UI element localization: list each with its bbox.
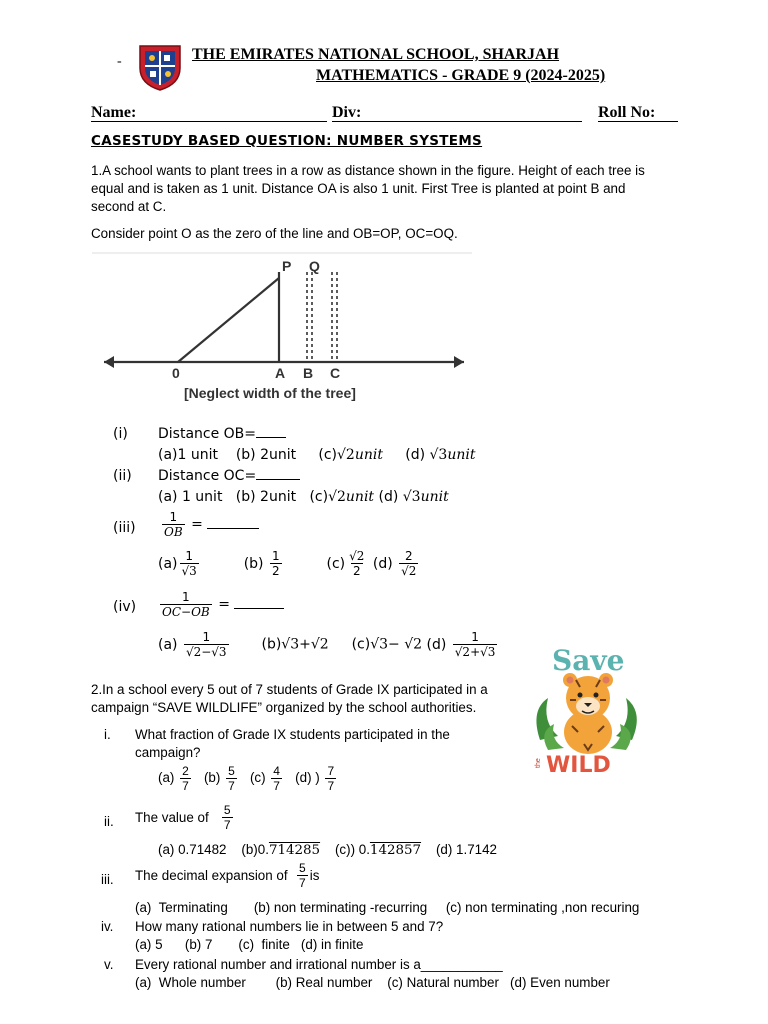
qi-text-line2: campaign? [135, 745, 201, 760]
fig-caption: [Neglect width of the tree] [184, 385, 356, 401]
q2-opt-d: (d) √3unit [378, 489, 449, 505]
q2-opt-a: (a) 1 unit [158, 489, 223, 505]
qv-num: v. [104, 957, 114, 972]
q3-num: (iii) [113, 520, 136, 536]
logo-save-text: Save [552, 644, 625, 677]
school-crest-logo [136, 42, 184, 92]
q2-opt-b: (b) 2unit [235, 489, 297, 505]
q1-stem [158, 426, 286, 442]
qii-num: ii. [104, 814, 114, 829]
name-blank [91, 121, 327, 122]
qv-text: Every rational number and irrational number is a___________ [135, 957, 503, 972]
school-name: THE EMIRATES NATIONAL SCHOOL, SHARJAH [192, 46, 560, 63]
qi-opt-d: (d) ) $\frac{7}{7}$ [295, 764, 335, 793]
q1-opt-b: (b) 2unit [235, 447, 297, 463]
q1-options [158, 447, 475, 463]
qii-opt-d: (d) 1.7142 [435, 842, 497, 857]
qiv-options: (a) 5 (b) 7 (c) finite (d) in finite [135, 937, 364, 952]
fig-label-A: A [275, 365, 286, 381]
q2-text: Distance OC= [158, 468, 257, 484]
fig-label-O: 0 [172, 365, 180, 381]
qii-opt-b: (b)0.714285 [241, 842, 321, 858]
qiii-options: (a) Terminating (b) non terminating -recurring (c) non terminating ,non recuring [135, 900, 640, 915]
qii-stem: The value of $\frac{5}{7}$ [135, 803, 231, 832]
div-blank [332, 121, 582, 122]
fig-label-P: P [282, 258, 292, 274]
case1-line4: Consider point O as the zero of the line and OB=OP, OC=OQ. [91, 226, 458, 241]
q4-options [158, 630, 499, 659]
section-title: CASESTUDY BASED QUESTION: NUMBER SYSTEMS [91, 133, 483, 149]
q1-opt-c: (c)√2unit [318, 447, 383, 463]
qi-opt-b: (b) $\frac{5}{7}$ [203, 764, 235, 793]
logo-wild-text: WILD [546, 753, 611, 778]
q4-opt-a: (a) $\frac{1}{√2-√3}$ [158, 630, 227, 659]
qiv-text: How many rational numbers lie in between 5 and 7? [135, 919, 444, 934]
case2-line2: campaign “SAVE WILDLIFE” organized by the school authorities. [91, 700, 477, 715]
qi-num: i. [104, 727, 111, 742]
q1-opt-d: (d) √3unit [405, 447, 476, 463]
qiii-num: iii. [101, 872, 114, 887]
qiii-stem: The decimal expansion of $\frac{5}{7}$ is [135, 861, 320, 890]
q4-stem: $\frac{1}{OC-OB}$ = [158, 590, 284, 619]
q3-options [158, 549, 420, 578]
q2-stem [158, 468, 300, 484]
case2-line1: 2.In a school every 5 out of 7 students of Grade IX participated in a [91, 682, 488, 697]
qi-text-line1: What fraction of Grade IX students participated in the [135, 727, 450, 742]
case1-line3: second at C. [91, 199, 167, 214]
q4-opt-d: (d) $\frac{1}{√2+√3}$ [426, 630, 496, 659]
q3-stem: $\frac{1}{OB}$ = [160, 510, 259, 539]
fig-label-B: B [303, 365, 314, 381]
q2-opt-c: (c)√2unit [309, 489, 375, 505]
q4-opt-b: (b)√3+√2 [261, 636, 329, 653]
q2-num: (ii) [113, 468, 132, 484]
qi-opt-a: (a) $\frac{2}{7}$ [158, 764, 189, 793]
roll-blank [598, 121, 678, 122]
q3-opt-a: (a) $\frac{1}{√3}$ [158, 549, 197, 578]
q1-num: (i) [113, 426, 128, 442]
fig-label-Q: Q [309, 258, 320, 274]
q3-opt-c: (c) $\frac{√2}{2}$ [326, 549, 365, 578]
logo-the-text: the [535, 758, 542, 768]
q1-text: Distance OB= [158, 426, 257, 442]
q1-opt-a: (a)1 unit [158, 447, 218, 463]
q4-opt-c: (c)√3− √2 [351, 636, 423, 653]
q2-options [158, 489, 449, 505]
q3-opt-d: (d) $\frac{2}{√2}$ [372, 549, 417, 578]
q4-num: (iv) [113, 599, 137, 615]
qi-options [158, 764, 338, 793]
qv-options: (a) Whole number (b) Real number (c) Natural number (d) Even number [135, 975, 610, 990]
name-label: Name: [91, 104, 137, 121]
qii-options [158, 842, 497, 858]
number-line-figure [92, 250, 472, 410]
qii-opt-a: (a) 0.71482 [158, 842, 227, 857]
q3-opt-b: (b) $\frac{1}{2}$ [243, 549, 280, 578]
case1-line2: equal and is taken as 1 unit. Distance OA is also 1 unit. First Tree is planted at point B and [91, 181, 626, 196]
subject-text: MATHEMATICS - GRADE 9 (2024-2025) [316, 67, 606, 84]
qi-opt-c: (c) $\frac{4}{7}$ [249, 764, 280, 793]
div-label: Div: [332, 104, 362, 121]
q4-fraction: $\frac{1}{OC-OB}$ [162, 590, 210, 619]
fig-label-C: C [330, 365, 341, 381]
case1-line1: 1.A school wants to plant trees in a row as distance shown in the figure. Height of each tree is [91, 163, 645, 178]
header-dash: - [117, 54, 122, 69]
roll-label: Roll No: [598, 104, 656, 121]
qiv-num: iv. [101, 919, 114, 934]
qii-opt-c: (c)) 0.142857 [334, 842, 422, 858]
subject-title [284, 67, 605, 85]
q3-fraction: $\frac{1}{OB}$ [164, 510, 183, 539]
save-the-wild-logo [528, 640, 648, 780]
